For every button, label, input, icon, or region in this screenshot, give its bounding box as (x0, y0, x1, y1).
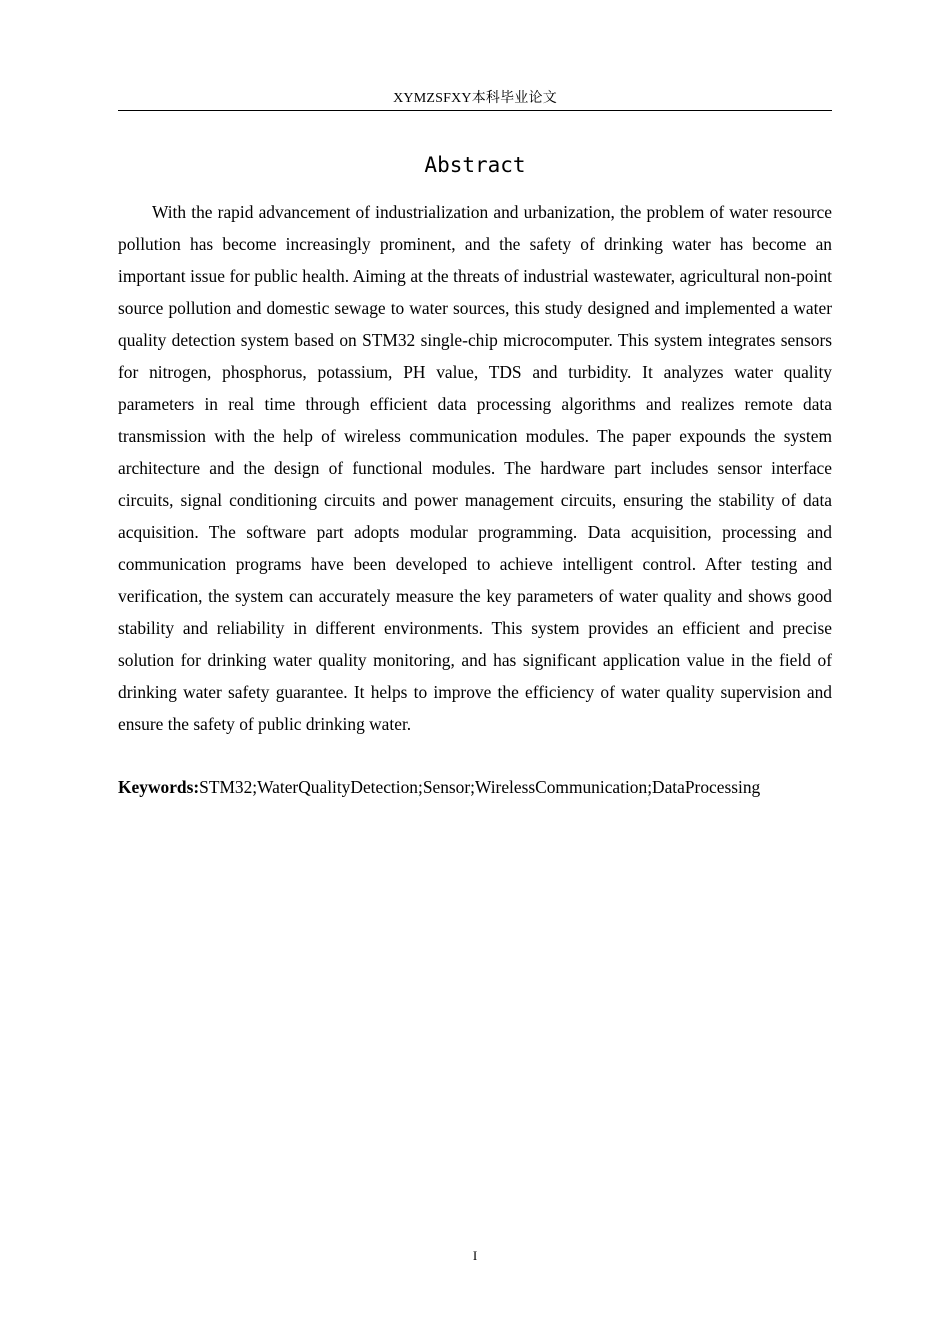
page-number: I (472, 1248, 478, 1263)
abstract-title: Abstract (424, 153, 526, 177)
abstract-body: With the rapid advancement of industrialization and urbanization, the problem of water resource pollution has become increasingly prominent, and the safety of drinking water has become an important issue for public health. Aiming at the threats of industrial wastewater, agricultural non-point source pollution and domestic sewage to water sources, this study designed and implemented a water quality detection system based on STM32 single-chip microcomputer. This system integrates sensors for nitrogen, phosphorus, potassium, PH value, TDS and turbidity. It analyzes water quality parameters in real time through efficient data processing algorithms and realizes remote data transmission with the help of wireless communication modules. The paper expounds the system architecture and the design of functional modules. The hardware part includes sensor interface circuits, signal conditioning circuits and power management circuits, ensuring the stability of data acquisition. The software part adopts modular programming. Data acquisition, processing and communication programs have been developed to achieve intelligent control. After testing and verification, the system can accurately measure the key parameters of water quality and shows good stability and reliability in different environments. This system provides an efficient and precise solution for drinking water quality monitoring, and has significant application value in the field of drinking water safety guarantee. It helps to improve the efficiency of water quality supervision and ensure the safety of public drinking water. (118, 202, 832, 734)
keywords-line (118, 771, 838, 803)
keywords-list: STM32;WaterQualityDetection;Sensor;WirelessCommunication;DataProcessing (199, 777, 761, 797)
keywords-label: Keywords: (118, 777, 200, 797)
running-header: XYMZSFXY本科毕业论文 (118, 88, 832, 111)
